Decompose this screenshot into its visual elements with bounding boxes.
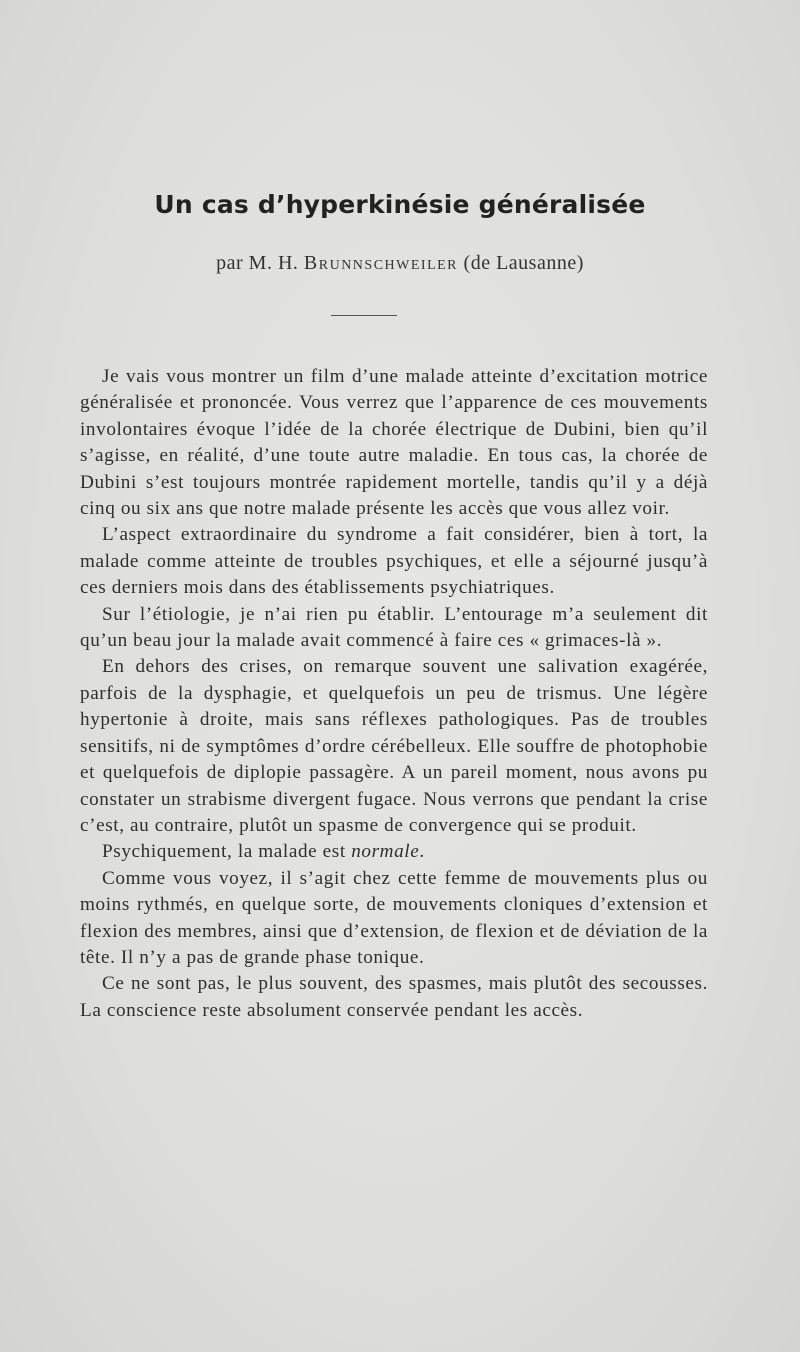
title-divider xyxy=(331,315,397,316)
paragraph: L’aspect extraordinaire du syndrome a fait considérer, bien à tort, la malade comme atteinte de troubles psychiques, et elle a séjourné jusqu’à ces derniers mois dans des établissements psychiatriques. xyxy=(80,524,708,599)
paragraph: Ce ne sont pas, le plus souvent, des spasmes, mais plutôt des secousses. La conscience reste absolument conservée pendant les accès. xyxy=(80,973,708,1021)
paragraph: En dehors des crises, on remarque souvent une salivation exagérée, parfois de la dysphagie, et quelquefois un peu de trismus. Une légère hypertonie à droite, mais sans réflexes pathologiques. Pas de troubles sensitifs, ni de symptômes d’ordre cérébelleux. Elle souffre de photophobie et quelquefois de diplopie passagère. A un pareil moment, nous avons pu constater un strabisme divergent fugace. Nous verrons que pendant la crise c’est, au contraire, plutôt un spasme de convergence qui se produit. xyxy=(80,656,708,836)
paragraph-text: . xyxy=(419,841,425,863)
byline-prefix: par M. H. xyxy=(216,252,299,274)
paragraph-text: Psychiquement, la malade est xyxy=(102,841,352,863)
article-body xyxy=(80,364,708,1024)
author-name: Brunnschweiler xyxy=(303,252,459,274)
byline-affiliation: (de Lausanne) xyxy=(463,252,584,274)
author-byline xyxy=(0,252,800,275)
paragraph: Comme vous voyez, il s’agit chez cette femme de mouvements plus ou moins rythmés, en quelque sorte, de mouvements cloniques d’extension et flexion des membres, ainsi que d’extension, de flexion et de déviation de la tête. Il n’y a pas de grande phase tonique. xyxy=(80,867,708,968)
article-title: Un cas d’hyperkinésie généralisée xyxy=(154,190,646,219)
paragraph: Sur l’étiologie, je n’ai rien pu établir. L’entourage m’a seulement dit qu’un beau jour la malade avait commencé à faire ces « grimaces-là ». xyxy=(80,603,708,652)
emphasized-word: normale xyxy=(351,841,420,863)
paragraph xyxy=(80,839,708,865)
paragraph: Je vais vous montrer un film d’une malade atteinte d’excitation motrice généralisée et prononcée. Vous verrez que l’apparence de ces mouvements involontaires évoque l’idée de la chorée électrique de Dubini, bien qu’il s’agisse, en réalité, d’une toute autre maladie. En tous cas, la chorée de Dubini s’est toujours montrée rapidement mortelle, tandis qu’il y a déjà cinq ou six ans que notre malade présente les accès que vous allez voir. xyxy=(80,366,708,520)
